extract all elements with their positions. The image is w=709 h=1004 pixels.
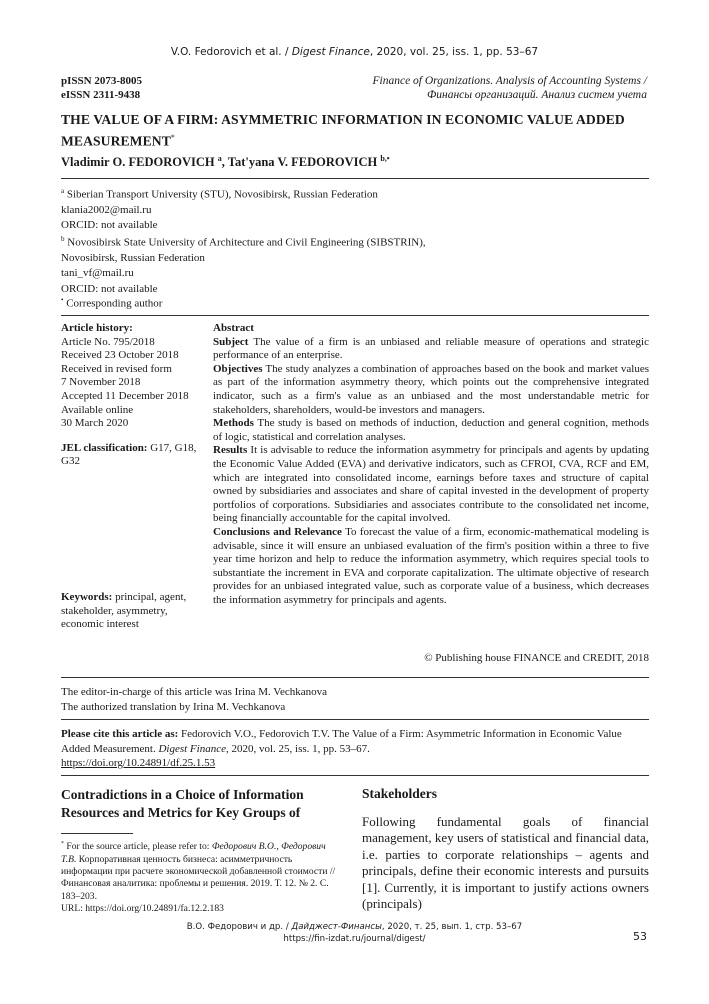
author-2: Tat'yana V. FEDOROVICH (227, 155, 378, 170)
abstract-results (213, 444, 649, 526)
objectives-text: The study analyzes a combination of approaches based on the book and market values as part of the information asymmetry theory, which points out the comprehensive integrated indicator, such as a firm's value as an unbiased and the most understandable metric for stakeholders, shareholders, would-be investors and managers. (213, 362, 649, 416)
conclusions-label: Conclusions and Relevance (213, 525, 342, 538)
divider (61, 677, 649, 678)
header-journal: Digest Finance (291, 46, 370, 58)
abstract-heading: Abstract (213, 322, 254, 334)
footnote-authors: Федорович В.О., Федорович Т.В. (61, 841, 326, 865)
abstract-objectives (213, 363, 649, 417)
footer-url[interactable]: https://fin-izdat.ru/journal/digest/ (283, 934, 426, 944)
issn-block (61, 74, 142, 102)
jel-classification (61, 442, 211, 469)
methods-label: Methods (213, 417, 254, 430)
copyright-notice: © Publishing house FINANCE and CREDIT, 2018 (424, 652, 649, 664)
footnote (61, 838, 337, 916)
results-text: It is advisable to reduce the information asymmetry for principals and agents by updating the Economic Value Added (EVA) and derivative indicators, such as CFROI, CVA, RCF and EM, which are integrated into consolidated income, earnings before taxes and structure of capital owned by subsidiaries and associates and share of capital invested in the development of property portfolios of corporations. Subsidiaries and associates contribute to the consolidated net income, being financially accountable for the capital involved. (213, 444, 649, 525)
author-1-affil: a (217, 154, 222, 163)
keywords (61, 591, 211, 632)
editor-in-charge: The editor-in-charge of this article was Irina M. Vechkanova (61, 686, 328, 698)
author-list (61, 154, 390, 170)
affil-b-city: Novosibirsk, Russian Federation (61, 251, 205, 264)
affil-b-orcid: ORCID: not available (61, 282, 158, 295)
article-title-text: THE VALUE OF A FIRM: ASYMMETRIC INFORMATION IN ECONOMIC VALUE ADDED MEASUREMENT (61, 112, 625, 149)
history-label: Article history: (61, 322, 133, 334)
objectives-label: Objectives (213, 362, 263, 375)
footnote-mark: * (61, 841, 64, 847)
history-line: Article No. 795/2018 (61, 335, 155, 348)
translator: The authorized translation by Irina M. Vechkanova (61, 701, 286, 713)
section-heading-right: Stakeholders (362, 786, 438, 801)
footer-journal: Дайджест-Финансы (291, 922, 382, 932)
history-line: Available online (61, 403, 134, 416)
subject-label: Subject (213, 335, 249, 348)
corresponding-author (61, 293, 649, 312)
section-ru: Финансы организаций. Анализ систем учета (427, 89, 647, 101)
editor-notes (61, 685, 327, 715)
affil-b-org: Novosibirsk State University of Architecture and Civil Engineering (SIBSTRIN), (67, 236, 426, 249)
author-2-affil: b,• (380, 154, 390, 163)
citation-block (61, 727, 649, 771)
running-header (0, 46, 709, 58)
history-line: Received in revised form (61, 362, 172, 375)
methods-text: The study is based on methods of induction, deduction and general cognition, methods of logic, statistical and correlation analyses. (213, 417, 649, 443)
article-info-column (61, 322, 211, 632)
cite-issue: , 2020, vol. 25, iss. 1, pp. 53–67. (225, 742, 370, 755)
abstract-methods (213, 417, 649, 444)
affil-a-mark: a (61, 187, 65, 195)
results-label: Results (213, 444, 248, 457)
footer-authors: В.О. Федорович и др. / (186, 922, 292, 932)
jel-value: G17, G18, G32 (61, 441, 197, 468)
history-line: Accepted 11 December 2018 (61, 389, 189, 402)
cite-label: Please cite this article as: (61, 728, 179, 740)
header-authors: V.O. Fedorovich et al. / (170, 46, 292, 58)
title-footnote-mark: * (170, 133, 175, 142)
affil-b-email: tani_vf@mail.ru (61, 267, 134, 280)
divider (61, 775, 649, 776)
affiliation-a (61, 184, 649, 234)
conclusions-text: To forecast the value of a firm, economic-mathematical modeling is advisable, since it will ensure an unbiased evaluation of the firm's position within a three to five year time horizon and help to reduce the information asymmetry, which requires special tools to substantiate the increment in EVA and corporate capitalization. The ultimate objective of research provides for an unbiased integrated value, such as corporate value of a business, which decreases the information asymmetry for principals and agents. (213, 525, 649, 606)
corr-text: Corresponding author (66, 297, 163, 310)
keywords-label: Keywords: (61, 590, 113, 603)
article-title (61, 111, 651, 151)
footnote-intro: For the source article, please refer to: (64, 841, 212, 853)
divider (61, 178, 649, 179)
abstract-subject (213, 336, 649, 363)
pissn: pISSN 2073-8005 (61, 75, 142, 87)
abstract (213, 322, 649, 607)
corr-mark: • (61, 296, 64, 304)
cite-text: Fedorovich V.O., Fedorovich T.V. The Value of a Firm: Asymmetric Information in Economic Value Added Measurement. (61, 728, 622, 755)
running-footer (0, 921, 709, 945)
keywords-value: principal, agent, stakeholder, asymmetry, economic interest (61, 590, 187, 631)
author-separator: , (221, 155, 228, 170)
footnote-body: Корпоративная ценность бизнеса: асимметричность информации при расчете экономической добавленной стоимости // Финансовая аналитика: проблемы и решения. 2019. Т. 12. № 2. С. 183–203. (61, 853, 336, 902)
history-line: 7 November 2018 (61, 376, 141, 389)
cite-journal: Digest Finance (158, 742, 226, 755)
affil-a-email: klania2002@mail.ru (61, 203, 152, 216)
affil-a-orcid: ORCID: not available (61, 219, 158, 232)
footnote-divider (61, 833, 133, 834)
subject-text: The value of a firm is an unbiased and reliable measure of operations and strategic performance of an enterprise. (213, 335, 649, 362)
history-line: 30 March 2020 (61, 417, 129, 430)
footer-issue: , 2020, т. 25, вып. 1, стр. 53–67 (381, 922, 523, 932)
footnote-url[interactable]: URL: https://doi.org/10.24891/fa.12.2.183 (61, 903, 224, 915)
section-heading-left: Contradictions in a Choice of Information Resources and Metrics for Key Groups of (61, 787, 304, 820)
eissn: eISSN 2311-9438 (61, 89, 141, 101)
page-number: 53 (633, 930, 647, 943)
doi-link[interactable]: https://doi.org/10.24891/df.25.1.53 (61, 757, 216, 769)
divider (61, 315, 649, 316)
header-issue: , 2020, vol. 25, iss. 1, pp. 53–67 (369, 46, 539, 58)
divider (61, 719, 649, 720)
section-en: Finance of Organizations. Analysis of Accounting Systems / (372, 75, 647, 87)
jel-label: JEL classification: (61, 441, 148, 454)
body-text: Following fundamental goals of financial management, key users of statistical and financial data, i.e. parties to corporate relationships – agents and principals, define their economic interests and pursuits [1]. Currently, it is important to justify actions owners (principals) (362, 814, 649, 912)
journal-section (373, 74, 648, 102)
affil-b-mark: b (61, 235, 65, 243)
affil-a-org: Siberian Transport University (STU), Novosibirsk, Russian Federation (66, 188, 378, 201)
history-line: Received 23 October 2018 (61, 349, 179, 362)
abstract-conclusions (213, 526, 649, 608)
affiliation-b (61, 232, 649, 297)
author-1: Vladimir O. FEDOROVICH (61, 155, 215, 170)
